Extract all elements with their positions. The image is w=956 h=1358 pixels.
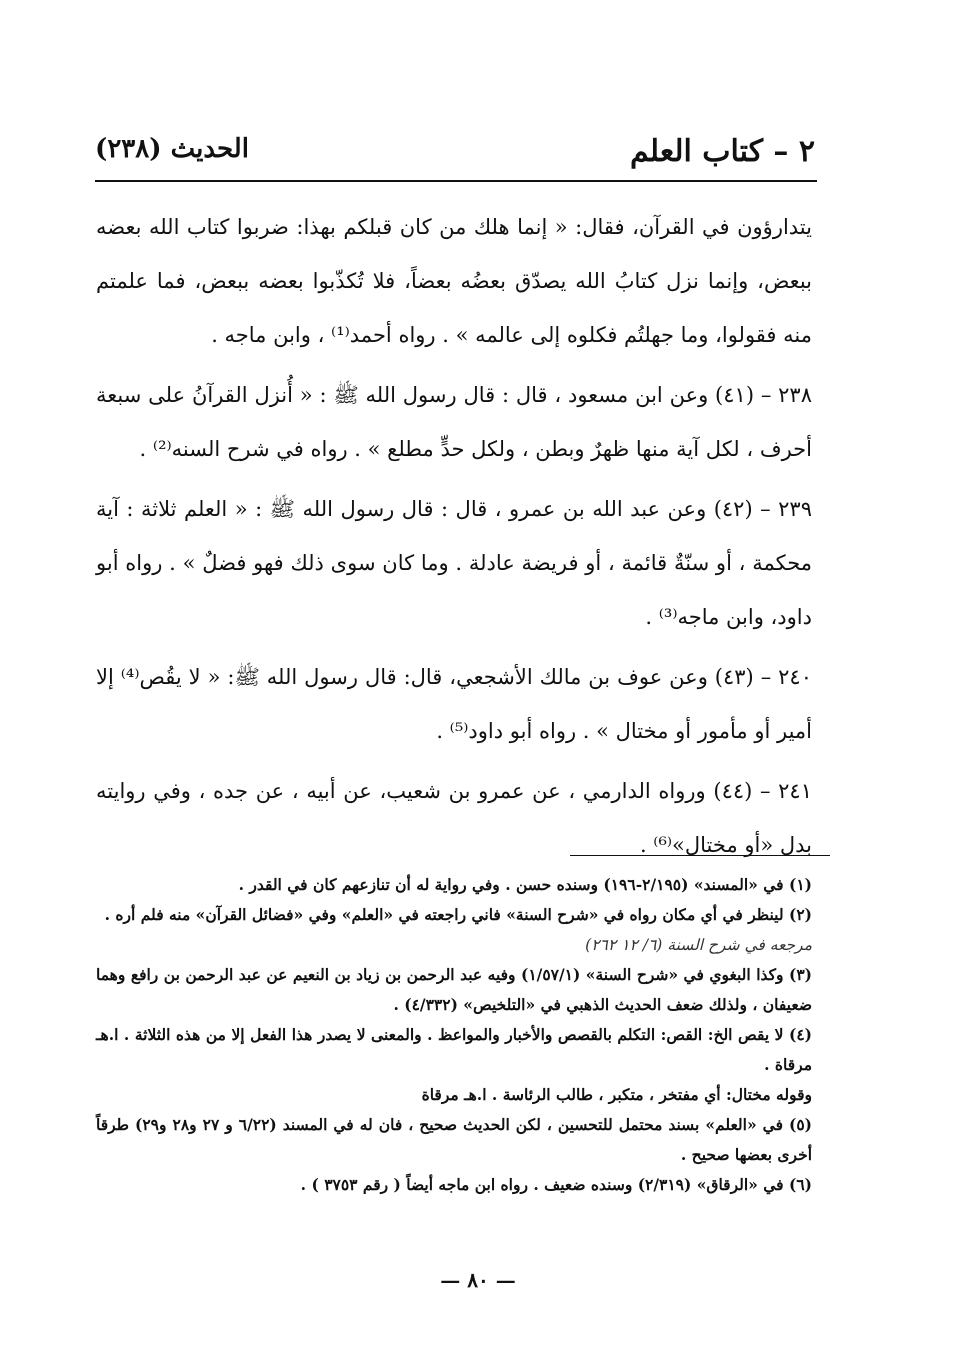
footnote-2: (٢) لينظر في أي مكان رواه في «شرح السنة» فاني راجعته في «العلم» وفي «فضائل القرآن» منه فلم أره .	[104, 905, 812, 924]
footnotes	[96, 870, 812, 1200]
hadith-240: ٢٤٠ – (٤٣) وعن عوف بن مالك الأشجعي، قال: قال رسول الله ﷺ: « لا يقُص⁽⁴⁾ إلا أمير أو مأمور أو مختال » . رواه أبو داود⁽⁵⁾ .	[96, 665, 812, 743]
header-divider	[95, 180, 817, 182]
footnote-divider	[570, 855, 830, 856]
footnote-4-continued: وقوله مختال: أي مفتخر ، متكبر ، طالب الرئاسة . ا.هـ مرقاة	[421, 1085, 812, 1104]
footnote-3: (٣) وكذا البغوي في «شرح السنة» (١/٥٧/١) وفيه عبد الرحمن بن زياد بن النعيم عن عبد الرحمن بن رافع وهما ضعيفان ، ولذلك ضعف الحديث الذهبي في «التلخيص» (٤/٣٣٢) .	[96, 965, 812, 1014]
footnote-1: (١) في «المسند» (٢/١٩٥-١٩٦) وسنده حسن . وفي رواية له أن تنازعهم كان في القدر .	[238, 875, 812, 894]
hadith-239: ٢٣٩ – (٤٢) وعن عبد الله بن عمرو ، قال : قال رسول الله ﷺ : « العلم ثلاثة : آية محكمة ، أو سنّةٌ قائمة ، أو فريضة عادلة . وما كان سوى ذلك فهو فضلٌ » . رواه أبو داود، وابن ماجه⁽³⁾ .	[96, 497, 812, 629]
chapter-title: ٢ – كتاب العلم	[629, 134, 815, 169]
hadith-reference: الحديث (٢٣٨)	[95, 134, 249, 164]
hadith-241: ٢٤١ – (٤٤) ورواه الدارمي ، عن عمرو بن شعيب، عن أبيه ، عن جده ، وفي روايته بدل «أو مختال»⁽⁶⁾ .	[96, 779, 812, 857]
main-text	[96, 200, 812, 872]
handwritten-note: مرجعه في شرح السنة (٦/ ١٢ ٢٦٢)	[585, 936, 812, 954]
footnote-6: (٦) في «الرقاق» (٢/٣١٩) وسنده ضعيف . رواه ابن ماجه أيضاً ( رقم ٣٧٥٣ ) .	[300, 1175, 812, 1194]
page-header	[95, 128, 815, 178]
paragraph-continuation: يتدارؤون في القرآن، فقال: « إنما هلك من كان قبلكم بهذا: ضربوا كتاب الله بعضه ببعض، وإنما نزل كتابُ الله يصدّق بعضُه بعضاً، فلا تُكذّبوا بعضه ببعض، فما علمتم منه فقولوا، وما جهلتُم فكلوه إلى عالمه » . رواه أحمد⁽¹⁾ ، وابن ماجه .	[96, 215, 812, 347]
footnote-5: (٥) في «العلم» بسند محتمل للتحسين ، لكن الحديث صحيح ، فان له في المسند (٦/٢٢ و ٢٧ و٢٨ و٢٩) طرقاً أخرى بعضها صحيح .	[96, 1115, 812, 1164]
hadith-238: ٢٣٨ – (٤١) وعن ابن مسعود ، قال : قال رسول الله ﷺ : « أُنزل القرآنُ على سبعة أحرف ، لكل آية منها ظهرٌ وبطن ، ولكل حدٍّ مطلع » . رواه في شرح السنه⁽²⁾ .	[96, 383, 812, 461]
page-number: — ٨٠ —	[440, 1268, 516, 1292]
footnote-4: (٤) لا يقص الخ: القص: التكلم بالقصص والأخبار والمواعظ . والمعنى لا يصدر هذا الفعل إلا من هذه الثلاثة . ا.هـ مرقاة .	[96, 1025, 812, 1074]
